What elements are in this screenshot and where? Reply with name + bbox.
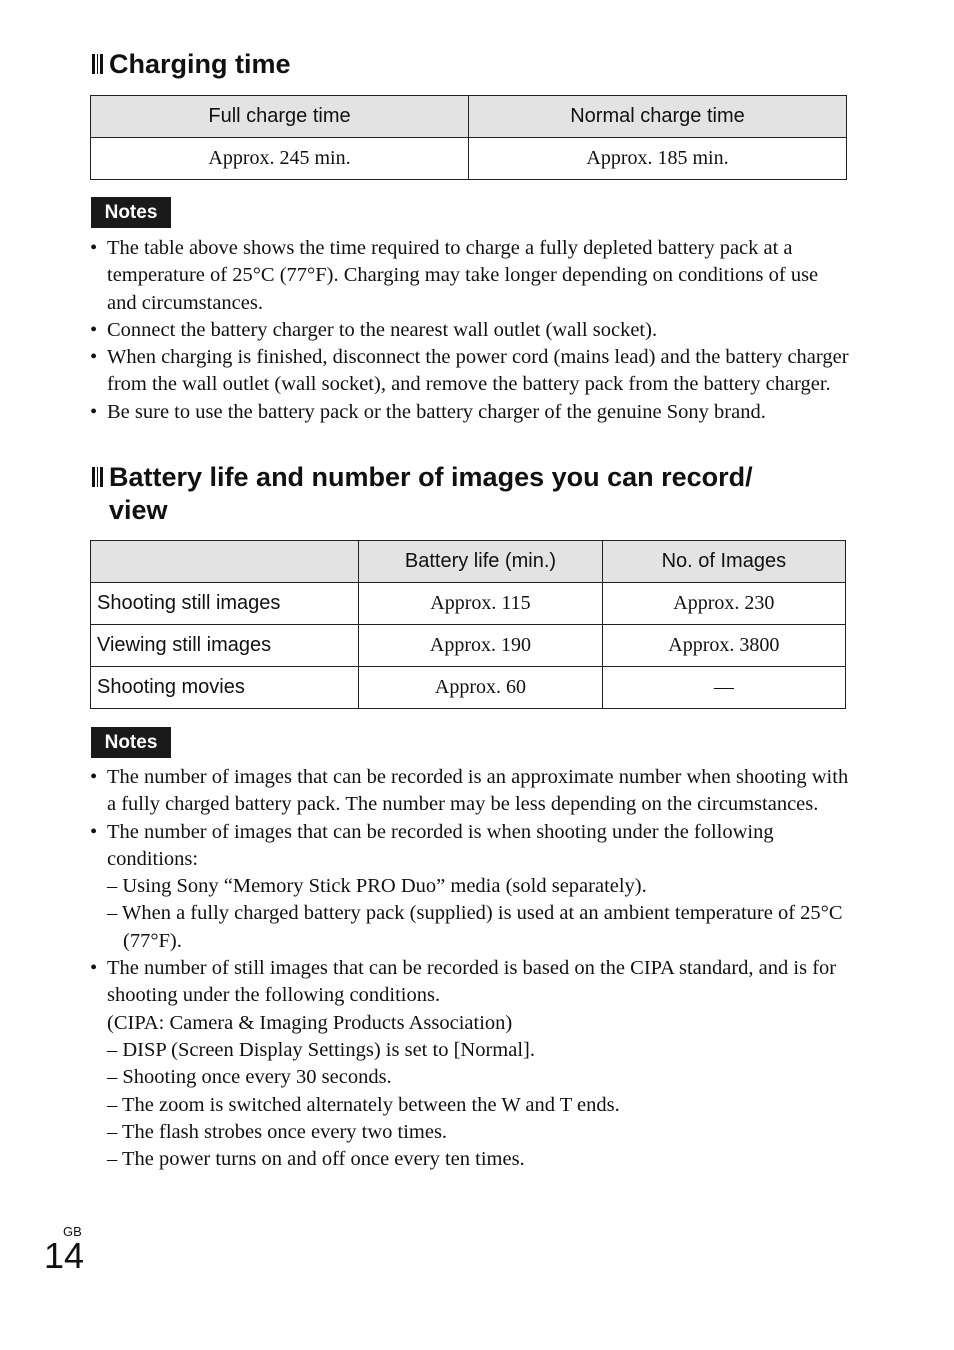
header-no-of-images: No. of Images [602, 541, 845, 583]
list-item: • When charging is finished, disconnect the power cord (mains lead) and the battery charger from the wall outlet (wall socket), and remove the battery pack from the battery charger. [90, 344, 850, 399]
header-blank [91, 541, 359, 583]
table-row [91, 625, 846, 667]
note-text: • The number of still images that can be recorded is based on the CIPA standard, and is for shooting under the following conditions. [107, 957, 837, 1007]
battery-life-table [90, 540, 846, 709]
sub-item: – The flash strobes once every two times. [107, 1120, 448, 1143]
note-text: • The number of images that can be recorded is an approximate number when shooting with a fully charged battery pack. The number may be less depending on the circumstances. [107, 766, 849, 816]
sub-item: – DISP (Screen Display Settings) is set to [Normal]. [107, 1038, 535, 1061]
header-normal-charge: Normal charge time [469, 96, 847, 138]
normal-charge-value: Approx. 185 min. [469, 138, 847, 180]
battery-life-title-line1: Battery life and number of images you can record/ [109, 462, 753, 492]
charging-notes-list [90, 235, 850, 426]
list-item [90, 764, 850, 819]
notes-badge: Notes [91, 197, 171, 228]
row-label: Shooting movies [91, 667, 359, 709]
table-header-row [91, 96, 847, 138]
image-count-value: Approx. 230 [602, 583, 845, 625]
note-text-continued: (CIPA: Camera & Imaging Products Association) [107, 1011, 513, 1034]
sub-item: – Shooting once every 30 seconds. [107, 1066, 392, 1089]
list-item: • Be sure to use the battery pack or the battery charger of the genuine Sony brand. [90, 399, 850, 426]
table-row [91, 583, 846, 625]
section-marker-icon [92, 467, 103, 487]
section-marker-icon [92, 54, 103, 74]
battery-life-heading [90, 461, 753, 527]
charging-time-title: Charging time [109, 49, 291, 79]
list-item: • Connect the battery charger to the nearest wall outlet (wall socket). [90, 317, 850, 344]
battery-life-title-line2: view [109, 495, 168, 525]
sub-item: – When a fully charged battery pack (supplied) is used at an ambient temperature of 25°C (77°F). [107, 902, 843, 952]
header-battery-life: Battery life (min.) [359, 541, 602, 583]
sub-item: – Using Sony “Memory Stick PRO Duo” media (sold separately). [107, 875, 647, 898]
battery-life-value: Approx. 190 [359, 625, 602, 667]
battery-life-value: Approx. 115 [359, 583, 602, 625]
list-item [90, 819, 850, 955]
list-item: • The table above shows the time required to charge a fully depleted battery pack at a temperature of 25°C (77°F). Charging may take longer depending on conditions of use and circumstances. [90, 235, 850, 317]
full-charge-value: Approx. 245 min. [91, 138, 469, 180]
page-number: 14 [44, 1235, 85, 1276]
battery-life-value: Approx. 60 [359, 667, 602, 709]
sub-item: – The power turns on and off once every ten times. [107, 1148, 525, 1171]
image-count-value: Approx. 3800 [602, 625, 845, 667]
row-label: Shooting still images [91, 583, 359, 625]
list-item [90, 955, 850, 1173]
charging-time-heading [90, 48, 291, 81]
sub-item: – The zoom is switched alternately between the W and T ends. [107, 1093, 620, 1116]
note-text: • The number of images that can be recorded is when shooting under the following conditions: [107, 820, 774, 870]
header-full-charge: Full charge time [91, 96, 469, 138]
row-label: Viewing still images [91, 625, 359, 667]
table-header-row [91, 541, 846, 583]
region-code: GB [63, 1224, 82, 1239]
table-row [91, 138, 847, 180]
table-row [91, 667, 846, 709]
charging-time-table [90, 95, 847, 180]
image-count-value: — [602, 667, 845, 709]
notes-badge: Notes [91, 727, 171, 758]
battery-notes-list [90, 764, 850, 1173]
